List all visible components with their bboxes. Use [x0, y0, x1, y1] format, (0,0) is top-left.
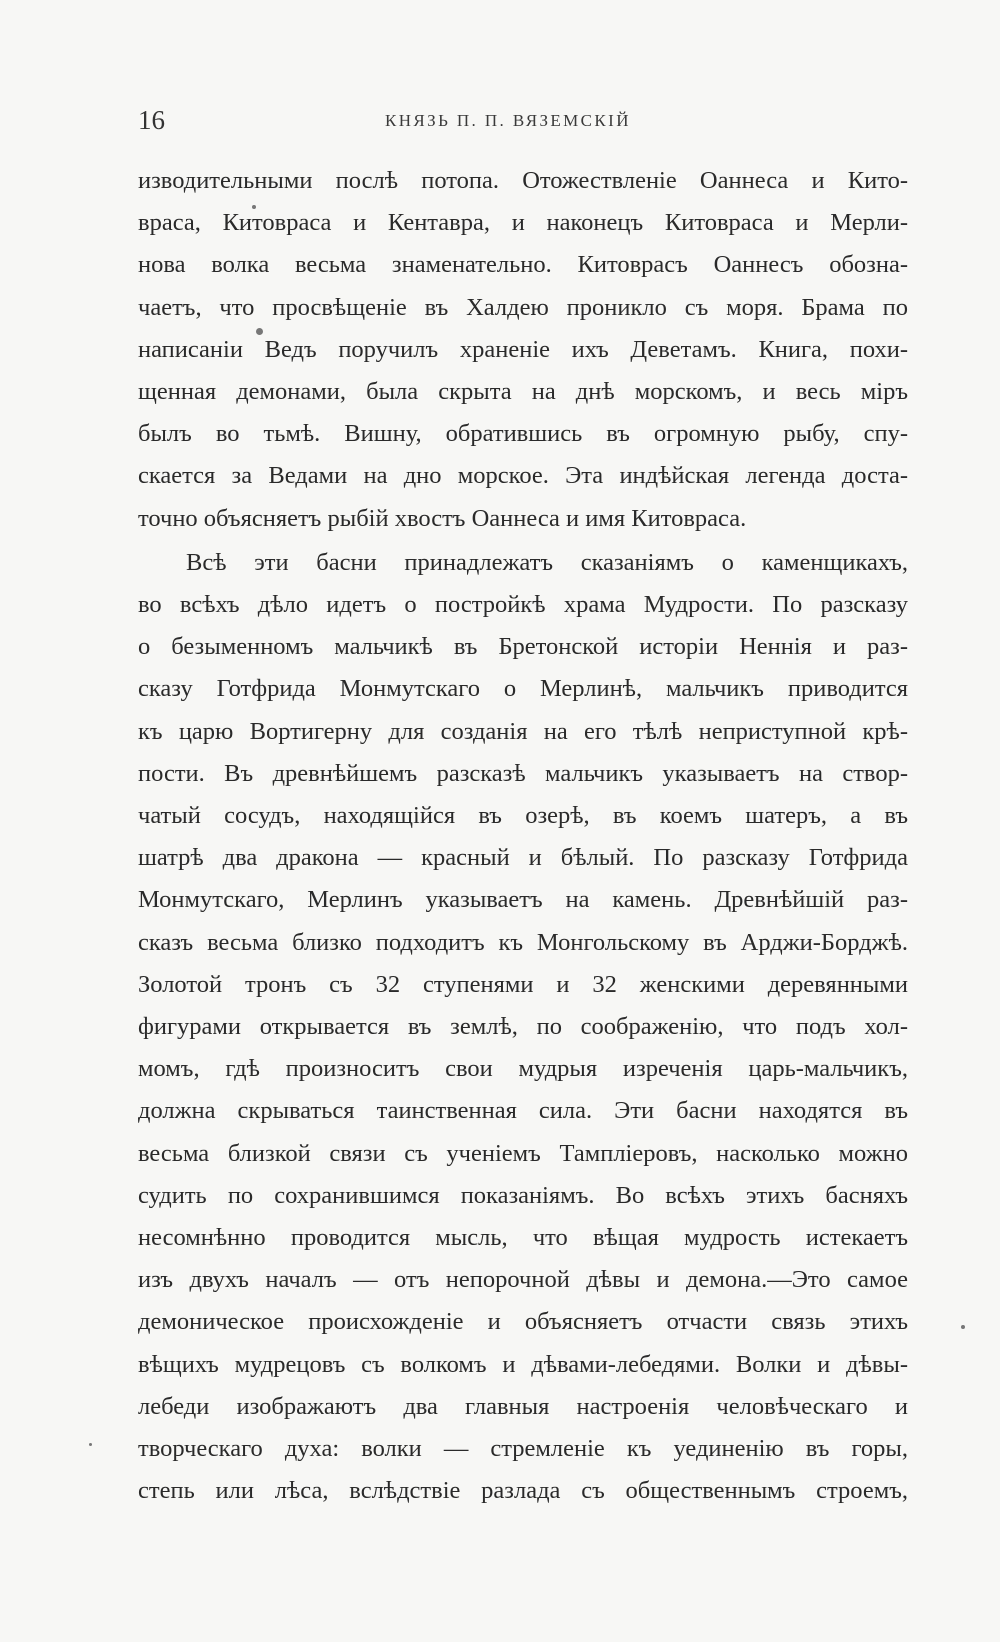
page-header	[138, 103, 908, 137]
text-line: Всѣ эти басни принадлежатъ сказаніямъ о каменщикахъ,	[186, 548, 908, 576]
text-line: чаетъ, что просвѣщеніе въ Халдею проникло съ моря. Брама по	[138, 293, 908, 321]
text-line: написаніи Ведъ поручилъ храненіе ихъ Деветамъ. Книга, похи-	[138, 335, 908, 363]
text-line: момъ, гдѣ произноситъ свои мудрыя изреченія царь-мальчикъ,	[138, 1055, 908, 1083]
text-line: весьма близкой связи съ ученіемъ Тампліеровъ, насколько можно	[138, 1139, 908, 1167]
text-line: чатый сосудъ, находящійся въ озерѣ, въ коемъ шатеръ, а въ	[138, 802, 908, 830]
print-speck	[961, 1325, 965, 1329]
text-line: пости. Въ древнѣйшемъ разсказѣ мальчикъ указываетъ на створ-	[138, 759, 908, 787]
text-line: точно объясняетъ рыбій хвостъ Оаннеса и имя Китовраса.	[138, 504, 747, 532]
text-line: судить по сохранившимся показаніямъ. Во всѣхъ этихъ басняхъ	[138, 1181, 908, 1209]
text-line: нова волка весьма знаменательно. Китоврасъ Оаннесъ обозна-	[138, 251, 908, 279]
text-line: изводительными послѣ потопа. Отожествленіе Оаннеса и Кито-	[138, 167, 908, 194]
text-line: враса, Китовраса и Кентавра, и наконецъ Китовраса и Мерли-	[138, 209, 908, 237]
print-speck	[89, 1443, 92, 1446]
text-line: несомнѣнно проводится мысль, что вѣщая мудрость истекаетъ	[138, 1224, 908, 1252]
paragraph-1	[138, 160, 908, 540]
text-line: изъ двухъ началъ — отъ непорочной дѣвы и демона.—Это самое	[138, 1266, 908, 1294]
paragraph-2	[138, 542, 908, 1513]
text-line: лебеди изображаютъ два главныя настроенія человѣческаго и	[138, 1392, 908, 1420]
text-line: шатрѣ два дракона — красный и бѣлый. По разсказу Готфрида	[138, 844, 908, 872]
text-line: Монмутскаго, Мерлинъ указываетъ на камень. Древнѣйшій раз-	[138, 886, 908, 914]
text-line: былъ во тьмѣ. Вишну, обратившись въ огромную рыбу, спу-	[138, 420, 908, 448]
body-text	[138, 160, 908, 1513]
text-line: должна скрываться таинственная сила. Эти басни находятся въ	[138, 1097, 908, 1125]
running-head: КНЯЗЬ П. П. ВЯЗЕМСКІЙ	[385, 111, 631, 130]
text-line: къ царю Вортигерну для созданія на его тѣлѣ неприступной крѣ-	[138, 717, 908, 745]
text-line: сказъ весьма близко подходитъ къ Монгольскому въ Арджи-Борджѣ.	[138, 928, 908, 956]
page-number: 16	[138, 105, 165, 135]
print-speck	[252, 205, 256, 209]
text-line: щенная демонами, была скрыта на днѣ морскомъ, и весь міръ	[138, 378, 908, 406]
text-line: сказу Готфрида Монмутскаго о Мерлинѣ, мальчикъ приводится	[138, 675, 908, 703]
text-line: творческаго духа: волки — стремленіе къ уединенію въ горы,	[138, 1435, 908, 1463]
text-line: демоническое происхожденіе и объясняетъ отчасти связь этихъ	[138, 1308, 908, 1336]
text-line: скается за Ведами на дно морское. Эта индѣйская легенда доста-	[138, 462, 908, 490]
text-line: во всѣхъ дѣло идетъ о постройкѣ храма Мудрости. По разсказу	[138, 591, 908, 619]
print-speck	[256, 328, 263, 335]
text-line: фигурами открывается въ землѣ, по соображенію, что подъ хол-	[138, 1013, 908, 1041]
text-line: Золотой тронъ съ 32 ступенями и 32 женскими деревянными	[138, 970, 908, 998]
text-line: степь или лѣса, вслѣдствіе разлада съ общественнымъ строемъ,	[138, 1477, 908, 1505]
text-line: вѣщихъ мудрецовъ съ волкомъ и дѣвами-лебедями. Волки и дѣвы-	[138, 1350, 908, 1378]
text-line: о безыменномъ мальчикѣ въ Бретонской исторіи Неннія и раз-	[138, 633, 908, 661]
